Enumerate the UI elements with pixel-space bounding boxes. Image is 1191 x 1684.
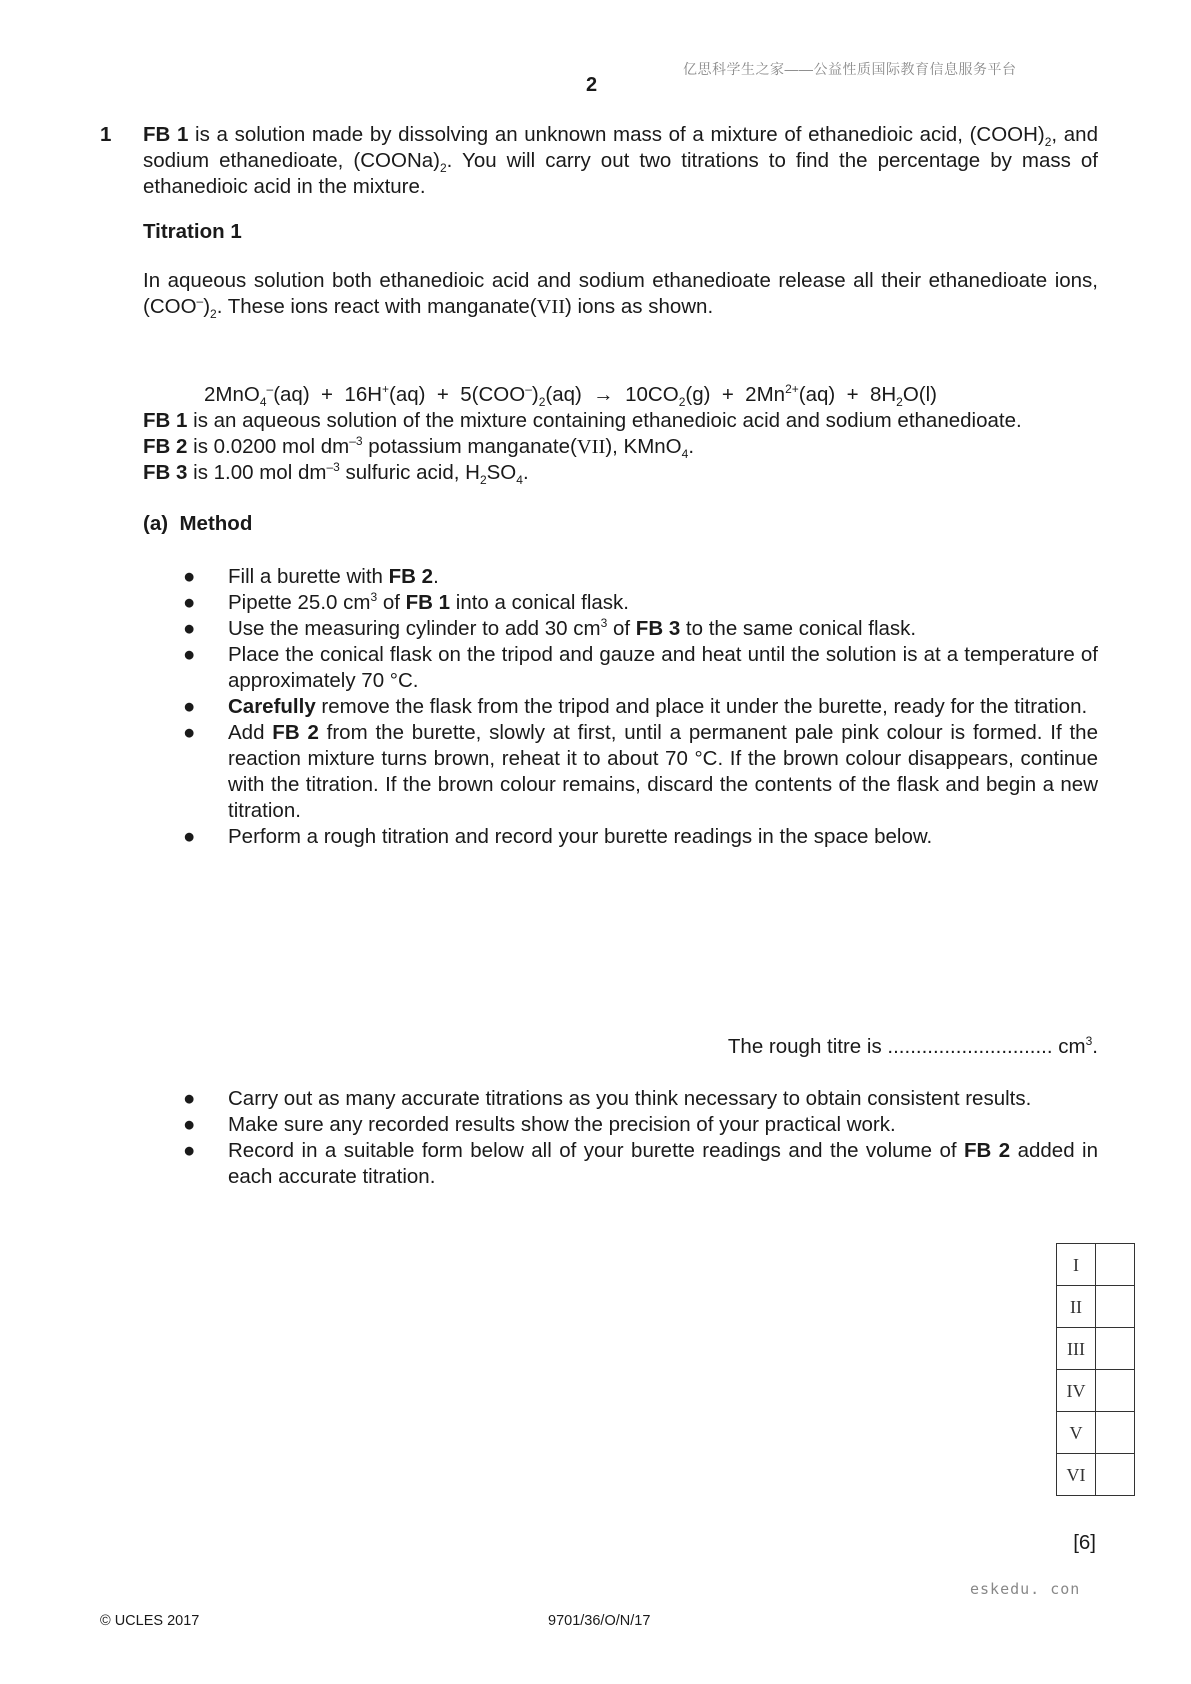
reagent-fb3-label: FB 3 bbox=[143, 461, 188, 484]
bullet-icon: ● bbox=[183, 695, 196, 718]
fb2-t3: ), KMnO bbox=[605, 435, 682, 458]
intro-text-1: is a solution made by dissolving an unknown mass of a mixture of ethanedioic acid, (COOH) bbox=[188, 123, 1045, 146]
fb3-t4: . bbox=[522, 461, 529, 484]
m6-t1: Add bbox=[228, 721, 273, 744]
eq-a-sub: 4 bbox=[259, 395, 267, 410]
method-step bbox=[183, 616, 1098, 642]
titration-heading: Titration 1 bbox=[143, 220, 242, 243]
aq-sub-1: 2 bbox=[210, 307, 217, 322]
aqueous-paragraph bbox=[143, 268, 1098, 320]
aq-sup-1: – bbox=[196, 294, 204, 309]
fb2-t1: is 0.0200 mol dm bbox=[187, 435, 350, 458]
reaction-equation bbox=[204, 356, 937, 408]
mark-label: IV bbox=[1057, 1370, 1096, 1412]
a3-t2: added in each accurate titration. bbox=[228, 1139, 1098, 1188]
mark-box bbox=[1096, 1412, 1135, 1454]
method-step bbox=[183, 590, 1098, 616]
m3-t2: of bbox=[607, 617, 636, 640]
eq-a: 2MnO bbox=[204, 383, 260, 406]
bullet-icon: ● bbox=[183, 825, 196, 848]
mark-label: III bbox=[1057, 1328, 1096, 1370]
rough-titre-line bbox=[728, 1034, 1098, 1060]
aq-text-3: . These ions react with manganate( bbox=[216, 295, 537, 318]
fb3-sub2: 4 bbox=[516, 473, 523, 488]
bullet-icon: ● bbox=[183, 721, 196, 744]
bullet-icon: ● bbox=[183, 1113, 196, 1136]
aq-text-2: ) bbox=[203, 295, 211, 318]
fb2-t4: . bbox=[688, 435, 695, 458]
m3-t1: Use the measuring cylinder to add 30 cm bbox=[228, 617, 601, 640]
eq-b-sup: + bbox=[382, 382, 390, 397]
part-a-label: (a) bbox=[143, 512, 169, 535]
a2: Make sure any recorded results show the precision of your practical work. bbox=[228, 1113, 896, 1136]
reagent-fb2 bbox=[143, 434, 1098, 460]
reagent-fb1 bbox=[143, 408, 1098, 434]
m5-t: remove the flask from the tripod and place it under the burette, ready for the titration. bbox=[315, 695, 1088, 718]
question-intro bbox=[143, 122, 1098, 200]
fb3-t2: sulfuric acid, H bbox=[339, 461, 480, 484]
marks-row bbox=[1057, 1412, 1135, 1454]
rough-titre-sup: 3 bbox=[1085, 1034, 1093, 1049]
method-step bbox=[183, 720, 1098, 824]
eq-d: ) bbox=[531, 383, 539, 406]
marks-row bbox=[1057, 1244, 1135, 1286]
reagent-fb1-label: FB 1 bbox=[143, 409, 188, 432]
eq-f: (g) + 2Mn bbox=[685, 383, 786, 406]
part-a-title: Method bbox=[179, 512, 253, 535]
mark-label: V bbox=[1057, 1412, 1096, 1454]
fb3-t3: SO bbox=[486, 461, 517, 484]
accurate-list bbox=[183, 1086, 1098, 1190]
aq-text-1: In aqueous solution both ethanedioic acid and sodium ethanedioate release all their ethanedioate ions, (COO bbox=[143, 269, 1098, 318]
m3-sup: 3 bbox=[600, 616, 608, 631]
mark-box bbox=[1096, 1454, 1135, 1496]
total-marks: [6] bbox=[1073, 1531, 1096, 1554]
eq-c-sup: – bbox=[525, 382, 532, 397]
watermark-footer: eskedu. con bbox=[970, 1580, 1081, 1598]
method-step bbox=[183, 824, 1098, 850]
mark-label: VI bbox=[1057, 1454, 1096, 1496]
fb2-sup: –3 bbox=[349, 434, 363, 449]
m2-sup: 3 bbox=[370, 590, 378, 605]
method-step bbox=[183, 564, 1098, 590]
fb2-sub: 4 bbox=[681, 447, 689, 462]
reagent-fb2-label: FB 2 bbox=[143, 435, 188, 458]
intro-text-3: . You will carry out two titrations to find the percentage by mass of ethanedioic acid in the mixture. bbox=[143, 149, 1099, 198]
a3-b: FB 2 bbox=[963, 1139, 1011, 1162]
method-step bbox=[183, 694, 1098, 720]
question-number: 1 bbox=[100, 123, 112, 146]
method-step bbox=[183, 642, 1098, 694]
m3-b: FB 3 bbox=[635, 617, 681, 640]
a1: Carry out as many accurate titrations as you think necessary to obtain consistent results. bbox=[228, 1087, 1032, 1110]
fb2-t2: potassium manganate( bbox=[362, 435, 577, 458]
footer-copyright: © UCLES 2017 bbox=[100, 1613, 200, 1629]
examiner-marks-table bbox=[1056, 1243, 1135, 1496]
mark-label: II bbox=[1057, 1286, 1096, 1328]
eq-h: O(l) bbox=[902, 383, 938, 406]
fb2-roman: VII bbox=[576, 436, 606, 458]
m1-b: FB 2 bbox=[388, 565, 434, 588]
aq-text-4: ) ions as shown. bbox=[565, 295, 714, 318]
intro-sub-2: 2 bbox=[439, 161, 447, 176]
rough-titre-end: . bbox=[1092, 1035, 1098, 1058]
mark-box bbox=[1096, 1328, 1135, 1370]
fb3-sub1: 2 bbox=[479, 473, 487, 488]
footer-paper-code: 9701/36/O/N/17 bbox=[548, 1613, 651, 1629]
m2-t3: into a conical flask. bbox=[450, 591, 629, 614]
bullet-icon: ● bbox=[183, 617, 196, 640]
eq-f-sup: 2+ bbox=[785, 382, 799, 397]
intro-fb1: FB 1 bbox=[143, 123, 189, 146]
eq-d-sub: 2 bbox=[538, 395, 546, 410]
accurate-step bbox=[183, 1138, 1098, 1190]
m5-b: Carefully bbox=[228, 695, 316, 718]
fb3-t1: is 1.00 mol dm bbox=[187, 461, 327, 484]
bullet-icon: ● bbox=[183, 591, 196, 614]
reagent-fb1-text: is an aqueous solution of the mixture containing ethanedioic acid and sodium ethanedioate. bbox=[187, 409, 1022, 432]
m1-t1: Fill a burette with bbox=[228, 565, 389, 588]
marks-row bbox=[1057, 1454, 1135, 1496]
mark-label: I bbox=[1057, 1244, 1096, 1286]
bullet-icon: ● bbox=[183, 643, 196, 666]
bullet-icon: ● bbox=[183, 1087, 196, 1110]
m2-b: FB 1 bbox=[405, 591, 451, 614]
accurate-step bbox=[183, 1112, 1098, 1138]
m2-t2: of bbox=[377, 591, 406, 614]
eq-c: (aq) + 5(COO bbox=[389, 383, 526, 406]
m6-b: FB 2 bbox=[272, 721, 319, 744]
reagent-list bbox=[143, 408, 1098, 486]
mark-box bbox=[1096, 1370, 1135, 1412]
eq-b: (aq) + 16H bbox=[273, 383, 383, 406]
rough-titre-text: The rough titre is ............................. cm bbox=[727, 1035, 1086, 1058]
method-list bbox=[183, 564, 1098, 850]
eq-g-sub: 2 bbox=[896, 395, 903, 410]
m6-t2: from the burette, slowly at first, until a permanent pale pink colour is formed. If the reaction mixture turns brown, reheat it to about 70 °C. If the brown colour disappears, continue with the titration. If the brown colour remains, discard the contents of the flask and begin a new titration. bbox=[228, 721, 1098, 822]
bullet-icon: ● bbox=[183, 565, 196, 588]
eq-g: (aq) + 8H bbox=[798, 383, 897, 406]
bullet-icon: ● bbox=[183, 1139, 196, 1162]
mark-box bbox=[1096, 1286, 1135, 1328]
fb3-sup: –3 bbox=[326, 460, 340, 475]
intro-sub-1: 2 bbox=[1044, 135, 1052, 150]
intro-text-2: , and sodium ethanedioate, (COONa) bbox=[143, 123, 1098, 172]
page-number: 2 bbox=[586, 74, 598, 96]
mark-box bbox=[1096, 1244, 1135, 1286]
m3-t3: to the same conical flask. bbox=[680, 617, 917, 640]
marks-row bbox=[1057, 1286, 1135, 1328]
m1-t2: . bbox=[433, 565, 439, 588]
a3-t1: Record in a suitable form below all of your burette readings and the volume of bbox=[228, 1139, 964, 1162]
part-a-heading bbox=[143, 511, 1098, 537]
marks-row bbox=[1057, 1328, 1135, 1370]
eq-e: (aq) → 10CO bbox=[545, 383, 679, 406]
m4: Place the conical flask on the tripod and gauze and heat until the solution is at a temperature of approximately 70 °C. bbox=[228, 643, 1098, 692]
accurate-step bbox=[183, 1086, 1098, 1112]
reagent-fb3 bbox=[143, 460, 1098, 486]
eq-a-sup: – bbox=[266, 382, 274, 397]
eq-e-sub: 2 bbox=[678, 395, 686, 410]
aq-roman: VII bbox=[536, 296, 566, 318]
watermark-header: 亿思科学生之家——公益性质国际教育信息服务平台 bbox=[683, 61, 1017, 77]
m2-t1: Pipette 25.0 cm bbox=[228, 591, 371, 614]
marks-row bbox=[1057, 1370, 1135, 1412]
m7: Perform a rough titration and record your burette readings in the space below. bbox=[228, 825, 933, 848]
